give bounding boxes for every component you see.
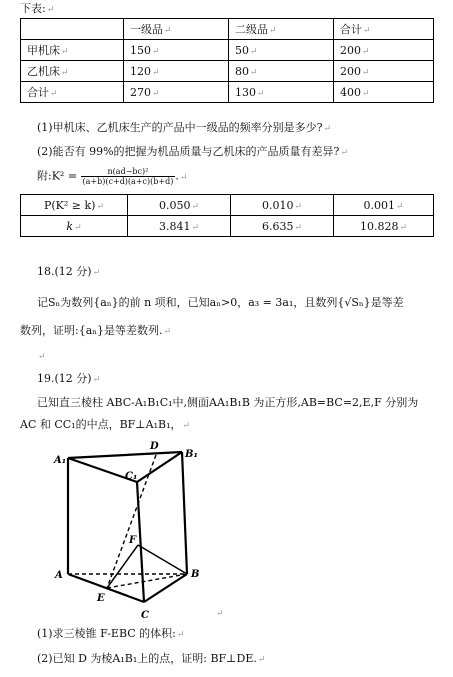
prism-figure: [52, 438, 222, 624]
label-d: D: [150, 441, 159, 452]
table-cell: 合计↵: [21, 82, 124, 103]
label-f: F: [129, 535, 137, 546]
critical-value-table: [20, 194, 434, 237]
table-cell: 200↵: [334, 61, 434, 82]
table-row: [21, 216, 434, 237]
edge-a1b1: [68, 452, 182, 458]
table-cell: 二级品↵: [229, 19, 334, 40]
label-b: B: [191, 569, 200, 580]
table-cell: k↵: [21, 216, 128, 237]
edge-cc1: [137, 482, 144, 602]
q18-line1: 记Sₙ为数列{aₙ}的前 n 项和，已知aₙ>0，a₃ = 3a₁，且数列{√Sₙ}是等差: [37, 296, 404, 309]
label-a1: A₁: [54, 455, 67, 466]
figure-return-mark: ↵: [216, 609, 224, 619]
table-cell: 150↵: [124, 40, 229, 61]
q19-title: 19.(12 分)↵: [37, 372, 101, 385]
intro-text: 下表:↵: [20, 2, 55, 15]
table-cell: 270↵: [124, 82, 229, 103]
label-c1: C₁: [125, 471, 138, 482]
edge-ac: [68, 574, 144, 602]
label-e: E: [97, 593, 105, 604]
table-row: [21, 195, 434, 216]
formula-fraction: $\frac{\text{n(ad−bc)²}}{(a+b)(c+d)(a+c)(b+d)}$: [82, 167, 174, 186]
label-a: A: [55, 570, 63, 581]
table-cell: 一级品↵: [124, 19, 229, 40]
table-row: [21, 40, 434, 61]
q19-line1: 已知直三棱柱 ABC-A₁B₁C₁中,侧面AA₁B₁B 为正方形,AB=BC=2,E,F 分别为: [37, 396, 419, 409]
table-cell: 0.010↵: [231, 195, 334, 216]
table-cell: P(K² ≥ k)↵: [21, 195, 128, 216]
table-row: [21, 82, 434, 103]
blank-line: ↵: [38, 352, 46, 362]
table-cell: 10.828↵: [334, 216, 434, 237]
label-b1: B₁: [185, 449, 198, 460]
table-cell: 合计↵: [334, 19, 434, 40]
edge-c1b1: [137, 452, 182, 482]
table-cell: 120↵: [124, 61, 229, 82]
segment-fb: [138, 545, 187, 574]
table-cell: 50↵: [229, 40, 334, 61]
q18-line2: 数列，证明:{aₙ}是等差数列.↵: [20, 324, 172, 337]
table-cell: 400↵: [334, 82, 434, 103]
q19-part2: (2)已知 D 为棱A₁B₁上的点，证明: BF⊥DE.↵: [37, 652, 266, 665]
table-cell: 80↵: [229, 61, 334, 82]
frequency-table: [20, 18, 434, 103]
table-row: [21, 19, 434, 40]
label-c: C: [141, 610, 149, 621]
table-cell: 0.001↵: [334, 195, 434, 216]
q17-part2: (2)能否有 99%的把握为机品质量与乙机床的产品质量有差异?↵: [37, 145, 348, 158]
table-cell: [21, 19, 124, 40]
table-cell: 200↵: [334, 40, 434, 61]
q19-part1: (1)求三棱锥 F-EBC 的体积:↵: [37, 627, 185, 640]
table-cell: 0.050↵: [128, 195, 231, 216]
q18-title: 18.(12 分)↵: [37, 265, 101, 278]
table-cell: 130↵: [229, 82, 334, 103]
table-cell: 甲机床↵: [21, 40, 124, 61]
table-cell: 3.841↵: [128, 216, 231, 237]
table-row: [21, 61, 434, 82]
table-cell: 6.635↵: [231, 216, 334, 237]
formula-line: 附:K² = $\frac{\text{n(ad−bc)²}}{(a+b)(c+d)(a+c)(b+d)}$ .↵: [37, 167, 188, 186]
q19-line2: AC 和 CC₁的中点，BF⊥A₁B₁，↵: [20, 418, 191, 431]
segment-fe: [107, 545, 138, 588]
q17-part1: (1)甲机床、乙机床生产的产品中一级品的频率分别是多少?↵: [37, 121, 332, 134]
table-cell: 乙机床↵: [21, 61, 124, 82]
edge-bb1: [182, 452, 187, 574]
